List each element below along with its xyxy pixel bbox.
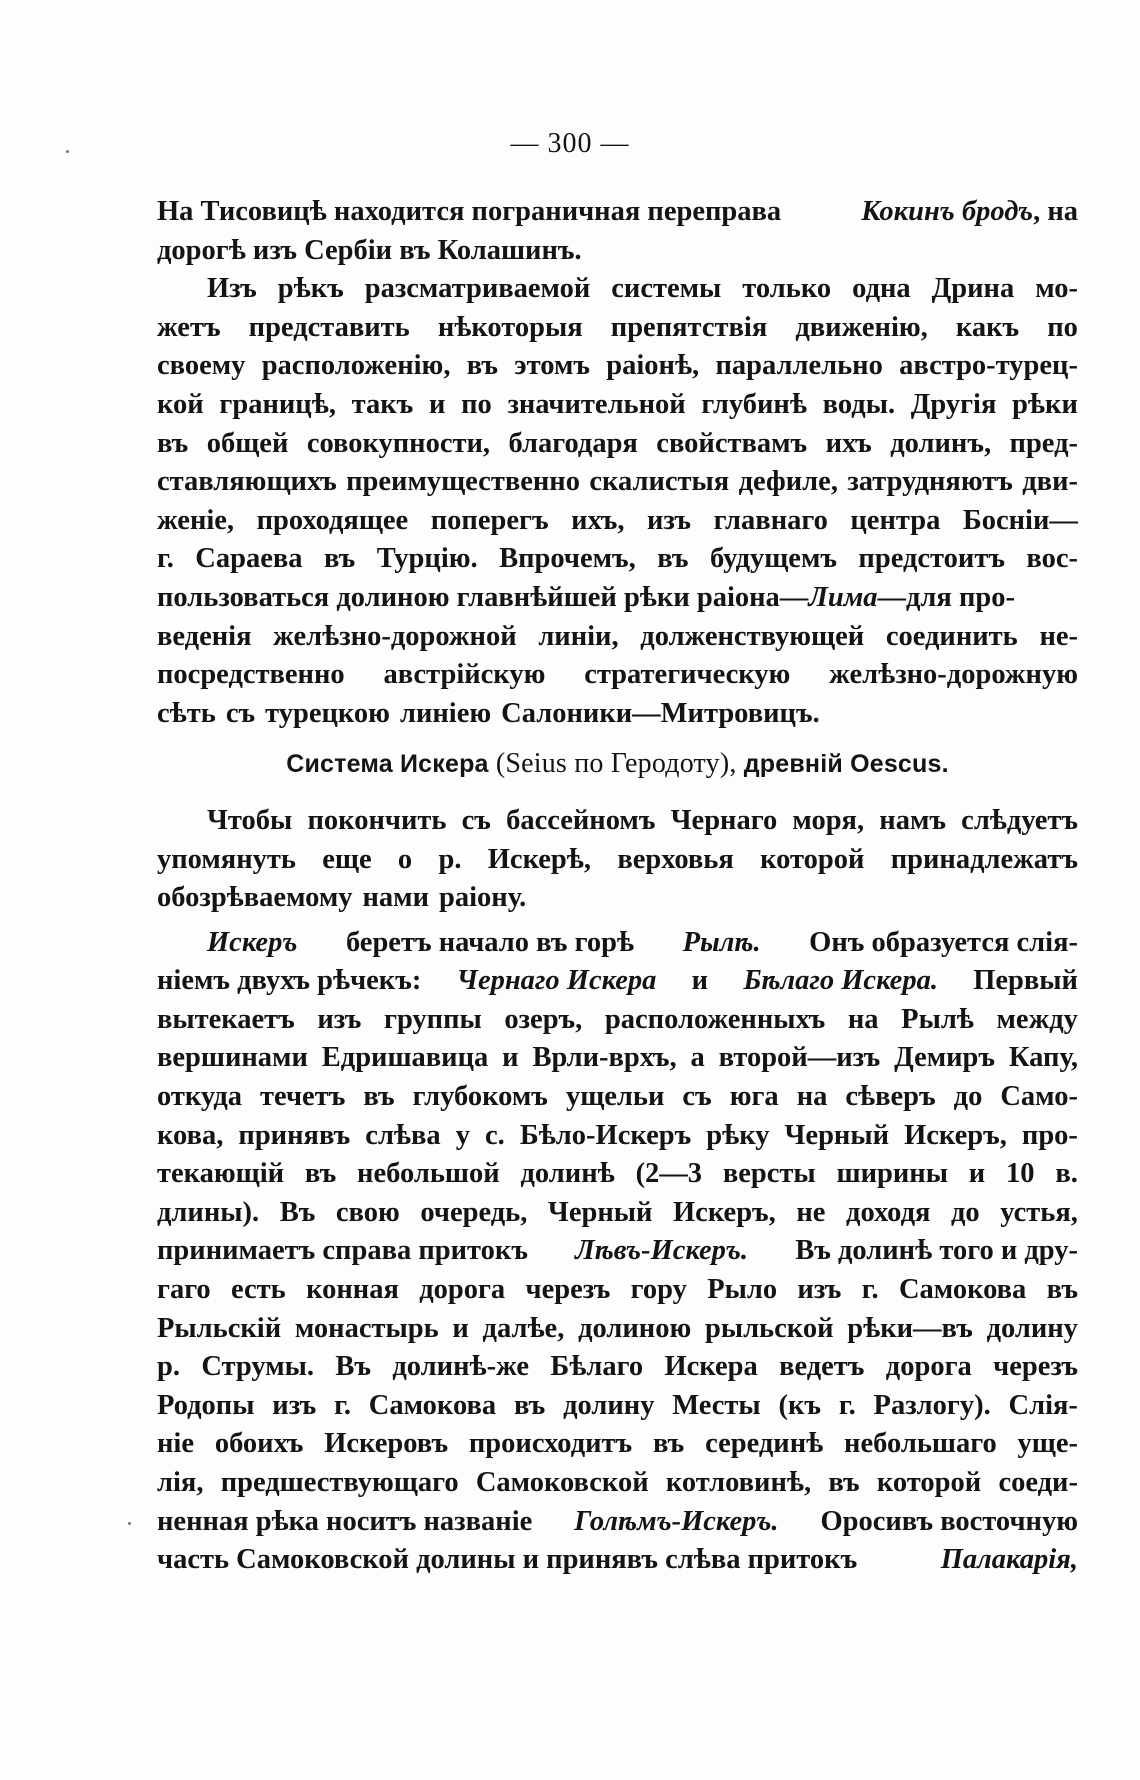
- word: далѣе,: [482, 1312, 565, 1344]
- word: до: [951, 1196, 980, 1228]
- word: Изъ: [207, 273, 257, 305]
- word: стратегическую: [584, 659, 791, 691]
- word: между: [996, 1003, 1078, 1035]
- text-span: пользоваться долиною главнѣйшей рѣки раіона—: [157, 581, 809, 613]
- text-span: Въ долинѣ того и дру-: [795, 1235, 1078, 1267]
- speck-mark: [128, 1522, 131, 1525]
- word: которой: [760, 843, 865, 875]
- word: глубинѣ: [701, 388, 807, 420]
- word: г.: [334, 1389, 351, 1421]
- text-line: [157, 1001, 1078, 1040]
- word: дорога: [885, 1351, 972, 1383]
- word: движенію,: [795, 311, 928, 343]
- word: Искеръ,: [673, 1196, 776, 1228]
- word: Чтобы: [207, 804, 293, 836]
- word: откуда: [157, 1081, 243, 1113]
- text-line: [157, 695, 1078, 734]
- word: (2—3: [635, 1158, 703, 1190]
- word: р.: [157, 1351, 180, 1383]
- word: г.: [157, 543, 174, 575]
- word: Бѣлаго: [550, 1351, 644, 1383]
- word: Струмы.: [201, 1351, 315, 1383]
- text-line: [157, 579, 1078, 618]
- word: дви-: [1022, 466, 1078, 498]
- text-line: [157, 924, 1078, 963]
- word: желѣзно-дорожную: [829, 659, 1078, 691]
- text-line: [157, 193, 1078, 232]
- word: и: [428, 388, 446, 420]
- word: въ: [828, 1467, 860, 1498]
- text-line: [157, 618, 1078, 657]
- word: рыльской: [704, 1312, 834, 1344]
- word: версты: [722, 1158, 816, 1190]
- word: на: [847, 1003, 879, 1035]
- word: еще: [322, 843, 372, 875]
- word: такъ: [351, 388, 414, 420]
- word: будущемъ: [709, 543, 837, 575]
- text-span: —для про-: [877, 581, 1015, 613]
- text-span: [861, 193, 1078, 232]
- word: глубокомъ: [412, 1081, 548, 1113]
- word: значительной: [507, 388, 686, 420]
- word: нами: [362, 882, 429, 914]
- word: р.: [438, 843, 462, 875]
- text-line: [157, 1271, 1078, 1310]
- word: линіею: [399, 697, 492, 729]
- text-line: [157, 270, 1078, 309]
- word: австро-турец-: [899, 350, 1078, 382]
- word: затрудняютъ: [847, 466, 1013, 498]
- word: и: [502, 1042, 519, 1074]
- word: Въ: [279, 1196, 316, 1228]
- word: (къ: [778, 1389, 822, 1421]
- paragraph: [157, 924, 1078, 1580]
- word: совокупности,: [306, 427, 491, 459]
- word: свою: [335, 1196, 400, 1228]
- word: небольшой: [357, 1158, 500, 1190]
- word: Капу,: [1008, 1042, 1078, 1074]
- word: Самоковской: [475, 1467, 649, 1498]
- word: длины).: [157, 1196, 260, 1228]
- text-span: Оросивъ восточную: [820, 1505, 1078, 1537]
- text-line: [157, 309, 1078, 348]
- word: жетъ: [157, 311, 221, 343]
- word: препятствія: [610, 311, 768, 343]
- word: принадлежатъ: [890, 843, 1078, 875]
- text-line: [157, 962, 1078, 1001]
- word: ширины: [836, 1158, 948, 1190]
- text-span: , на: [1033, 196, 1078, 227]
- word: Слія-: [1008, 1389, 1078, 1421]
- word: долинѣ: [520, 1158, 615, 1190]
- word: которой: [876, 1467, 982, 1498]
- word: обозрѣваемому: [157, 882, 353, 914]
- word: принявъ: [238, 1119, 351, 1151]
- word: ведетъ: [779, 1351, 865, 1383]
- word: лія,: [157, 1467, 204, 1498]
- word: черезъ: [525, 1274, 611, 1306]
- word: Искеровъ: [324, 1428, 449, 1460]
- text-line: [157, 386, 1078, 425]
- word: турецкою: [265, 697, 390, 729]
- word: долину: [986, 1312, 1078, 1344]
- text-line: [157, 1387, 1078, 1426]
- word: и: [968, 1158, 986, 1190]
- word: Босніи—: [962, 504, 1078, 536]
- word: покончить: [307, 804, 447, 836]
- word: Искеръ,: [904, 1119, 1007, 1151]
- word: кова,: [157, 1119, 224, 1151]
- word: Врли-врхъ,: [532, 1042, 677, 1074]
- word: сѣть: [157, 697, 216, 729]
- text-span: и: [691, 965, 709, 997]
- word: ихъ: [825, 427, 872, 459]
- word: свойствамъ: [656, 427, 808, 459]
- word: рѣки—въ: [847, 1312, 973, 1344]
- word: Дрина: [931, 273, 1015, 305]
- word: посредственно: [157, 659, 345, 691]
- word: съ: [682, 1081, 712, 1113]
- word: расположенныхъ: [604, 1003, 826, 1035]
- heading-ancient-name: древній Oescus.: [743, 750, 949, 779]
- word: кой: [157, 388, 204, 420]
- italic-term: Рылѣ.: [682, 926, 761, 958]
- word: въ: [323, 543, 356, 575]
- text-line: [157, 656, 1078, 695]
- word: дорога: [419, 1274, 506, 1306]
- text-span: Первый: [973, 965, 1078, 997]
- text-line: [157, 1541, 1078, 1580]
- word: у: [455, 1119, 470, 1151]
- text-line: [157, 1039, 1078, 1078]
- word: этомъ: [514, 350, 590, 382]
- word: раіону.: [439, 882, 527, 914]
- text-span: часть Самоковской долины и принявъ слѣва притокъ: [157, 1544, 858, 1576]
- text-line: [157, 425, 1078, 464]
- word: мо-: [1035, 273, 1078, 305]
- word: вос-: [1026, 543, 1078, 575]
- text-line: [157, 502, 1078, 541]
- word: группы: [384, 1003, 482, 1035]
- word: и: [452, 1312, 469, 1344]
- word: сѣверъ: [845, 1081, 936, 1113]
- text-span: ніемъ двухъ рѣчекъ:: [157, 965, 422, 997]
- word: границѣ,: [219, 388, 336, 420]
- word: рѣкъ: [277, 273, 344, 305]
- text-line: [157, 463, 1078, 502]
- word: веденія: [157, 620, 252, 652]
- word: рѣку: [706, 1119, 770, 1151]
- word: системы: [611, 273, 722, 305]
- word: моря,: [792, 804, 865, 836]
- word: Искера: [664, 1351, 758, 1383]
- word: ставляющихъ: [157, 466, 337, 498]
- word: Родопы: [157, 1389, 255, 1421]
- word: ущельи: [565, 1081, 665, 1113]
- section-heading: [157, 745, 1078, 784]
- word: гору: [630, 1274, 687, 1306]
- text-line: [157, 1194, 1078, 1233]
- word: изъ: [272, 1389, 317, 1421]
- word: дефиле,: [738, 466, 838, 498]
- word: верховья: [617, 843, 734, 875]
- word: Самокова: [898, 1274, 1027, 1306]
- text-span: Онъ образуется слія-: [809, 926, 1078, 958]
- text-line: [157, 1155, 1078, 1194]
- word: г.: [861, 1274, 879, 1306]
- word: въ: [157, 427, 189, 459]
- word: бассейномъ: [506, 804, 656, 836]
- word: нѣкоторыя: [437, 311, 583, 343]
- word: пред-: [1009, 427, 1078, 459]
- heading-note: (Seius по Геродоту),: [495, 748, 737, 780]
- word: ихъ,: [571, 504, 625, 536]
- word: въ: [657, 543, 689, 575]
- word: поперегъ: [430, 504, 549, 536]
- word: скалистыя: [589, 466, 730, 498]
- word: 10: [1006, 1158, 1035, 1190]
- page-number: — 300 —: [510, 128, 630, 159]
- word: Искерѣ,: [487, 843, 592, 875]
- word: расположенію,: [261, 350, 451, 382]
- word: конная: [306, 1274, 399, 1306]
- word: изъ: [797, 1274, 842, 1306]
- word: Салоники—Митровицъ.: [501, 697, 820, 729]
- word: проходящее: [256, 504, 409, 536]
- word: Рыло: [707, 1274, 778, 1306]
- word: Рылѣ: [901, 1003, 974, 1035]
- word: про-: [1021, 1119, 1078, 1151]
- italic-term: Чернаго Искера: [456, 965, 657, 997]
- word: по: [461, 388, 492, 420]
- word: центра: [850, 504, 941, 536]
- word: долженствующей: [640, 620, 865, 652]
- word: Черный: [547, 1196, 653, 1228]
- word: озеръ,: [504, 1003, 583, 1035]
- text-line: [157, 540, 1078, 579]
- word: благодаря: [508, 427, 638, 459]
- word: происходитъ: [468, 1428, 633, 1460]
- text-line: [157, 1117, 1078, 1156]
- word: Другія: [910, 388, 997, 420]
- word: не: [796, 1196, 826, 1228]
- text-span: принимаетъ справа притокъ: [157, 1235, 528, 1267]
- word: слѣва: [365, 1119, 441, 1151]
- word: Чернаго: [670, 804, 778, 836]
- text-span: дорогѣ изъ Сербіи въ Колашинъ.: [157, 234, 582, 266]
- word: упомянуть: [157, 843, 296, 875]
- word: до: [953, 1081, 983, 1113]
- word: воды.: [822, 388, 896, 420]
- word: въ: [652, 1428, 685, 1460]
- text-line: [157, 1464, 1078, 1503]
- word: долинѣ-же: [392, 1351, 530, 1383]
- text-line: [157, 232, 1078, 271]
- word: ніе: [157, 1428, 194, 1460]
- word: главнаго: [713, 504, 828, 536]
- word: на: [796, 1081, 828, 1113]
- word: долину: [563, 1389, 655, 1421]
- word: есть: [231, 1274, 286, 1306]
- paragraph: [157, 270, 1078, 733]
- word: Едришавица: [321, 1042, 489, 1074]
- text-line: [157, 1078, 1078, 1117]
- word: рѣки: [1012, 388, 1078, 420]
- word: доходя: [846, 1196, 931, 1228]
- word: представить: [248, 311, 410, 343]
- text-line: [157, 1425, 1078, 1464]
- word: монастырь: [294, 1312, 439, 1344]
- word: черезъ: [993, 1351, 1078, 1383]
- italic-term: Бѣлаго Искера.: [743, 965, 938, 997]
- text-span: беретъ начало въ горѣ: [345, 926, 635, 958]
- word: въ: [1046, 1274, 1078, 1306]
- text-line: [157, 1503, 1078, 1542]
- word: параллельно: [715, 350, 883, 382]
- word: о: [397, 843, 413, 875]
- word: уще-: [1017, 1428, 1078, 1460]
- word: Демиръ: [894, 1042, 996, 1074]
- word: въ: [513, 1389, 546, 1421]
- word: въ: [363, 1081, 395, 1113]
- word: изъ: [317, 1003, 362, 1035]
- word: течетъ: [260, 1081, 346, 1113]
- word: раіонѣ,: [606, 350, 700, 382]
- italic-term: Лѣвъ-Искеръ.: [575, 1235, 749, 1267]
- word: долинъ,: [890, 427, 992, 459]
- paragraph: [157, 193, 1078, 270]
- word: разсматриваемой: [364, 273, 591, 305]
- word: устья,: [1000, 1196, 1078, 1228]
- word: одна: [852, 273, 911, 305]
- word: предстоитъ: [858, 543, 1005, 575]
- text-line: [157, 879, 1078, 918]
- word: котловинѣ,: [665, 1467, 812, 1498]
- word: Въ: [335, 1351, 372, 1383]
- word: въ: [304, 1158, 337, 1190]
- word: гаго: [157, 1274, 211, 1306]
- text-span: [157, 579, 1015, 618]
- word: соеди-: [998, 1467, 1078, 1498]
- word: Бѣло-Искеръ: [519, 1119, 692, 1151]
- italic-term: Лима: [808, 581, 878, 613]
- word: Турцію.: [376, 543, 478, 575]
- word: намъ: [879, 804, 946, 836]
- word: изъ: [647, 504, 692, 536]
- text-line: [157, 1310, 1078, 1349]
- word: Впрочемъ,: [499, 543, 636, 575]
- italic-term: Голѣмъ-Искеръ.: [574, 1505, 779, 1537]
- word: какъ: [955, 311, 1020, 343]
- text-line: [157, 841, 1078, 880]
- word: желѣзно-дорожной: [273, 620, 517, 652]
- word: Разлогу).: [873, 1389, 991, 1421]
- word: соединить: [885, 620, 1018, 652]
- word: только: [742, 273, 832, 305]
- text-line: [157, 1232, 1078, 1271]
- word: долиною: [578, 1312, 692, 1344]
- text-line: [157, 802, 1078, 841]
- text-span: На Тисовицѣ находится пограничная переправа: [157, 196, 782, 227]
- word: Месты: [672, 1389, 761, 1421]
- word: Рыльскій: [157, 1312, 282, 1344]
- word: линіи,: [538, 620, 619, 652]
- word: вершинами: [157, 1042, 308, 1074]
- word: вытекаетъ: [157, 1003, 295, 1035]
- word: Черный: [784, 1119, 890, 1151]
- word: общей: [206, 427, 289, 459]
- word: преимущественно: [346, 466, 580, 498]
- text-line: [157, 1348, 1078, 1387]
- text-line: [157, 347, 1078, 386]
- word: въ: [466, 350, 499, 382]
- italic-term: Искеръ: [207, 926, 298, 958]
- word: а: [690, 1042, 705, 1074]
- word: своему: [157, 350, 246, 382]
- word: юга: [729, 1081, 779, 1113]
- word: с.: [485, 1119, 505, 1151]
- word: по: [1047, 311, 1078, 343]
- word: женіе,: [157, 504, 235, 536]
- paragraph: [157, 802, 1078, 918]
- word: съ: [225, 697, 256, 729]
- word: Само-: [1000, 1081, 1078, 1113]
- word: предшествующаго: [220, 1467, 459, 1498]
- word: в.: [1055, 1158, 1078, 1190]
- word: небольшаго: [844, 1428, 997, 1460]
- word: Сараева: [195, 543, 303, 575]
- word: г.: [838, 1389, 856, 1421]
- word: обоихъ: [214, 1428, 304, 1460]
- word: серединѣ: [705, 1428, 824, 1460]
- italic-term: Палакарія,: [940, 1544, 1078, 1576]
- word: Самокова: [368, 1389, 497, 1421]
- word: австрійскую: [383, 659, 546, 691]
- text-span: ненная рѣка носитъ названіе: [157, 1505, 533, 1537]
- italic-term: Кокинъ бродъ: [861, 196, 1034, 227]
- word: съ: [461, 804, 491, 836]
- word: второй—изъ: [718, 1042, 881, 1074]
- heading-title: Система Искера: [286, 750, 489, 779]
- word: не-: [1039, 620, 1078, 652]
- text-column: [157, 193, 1078, 1580]
- word: текающій: [157, 1158, 285, 1190]
- word: очередь,: [420, 1196, 528, 1228]
- word: слѣдуетъ: [961, 804, 1078, 836]
